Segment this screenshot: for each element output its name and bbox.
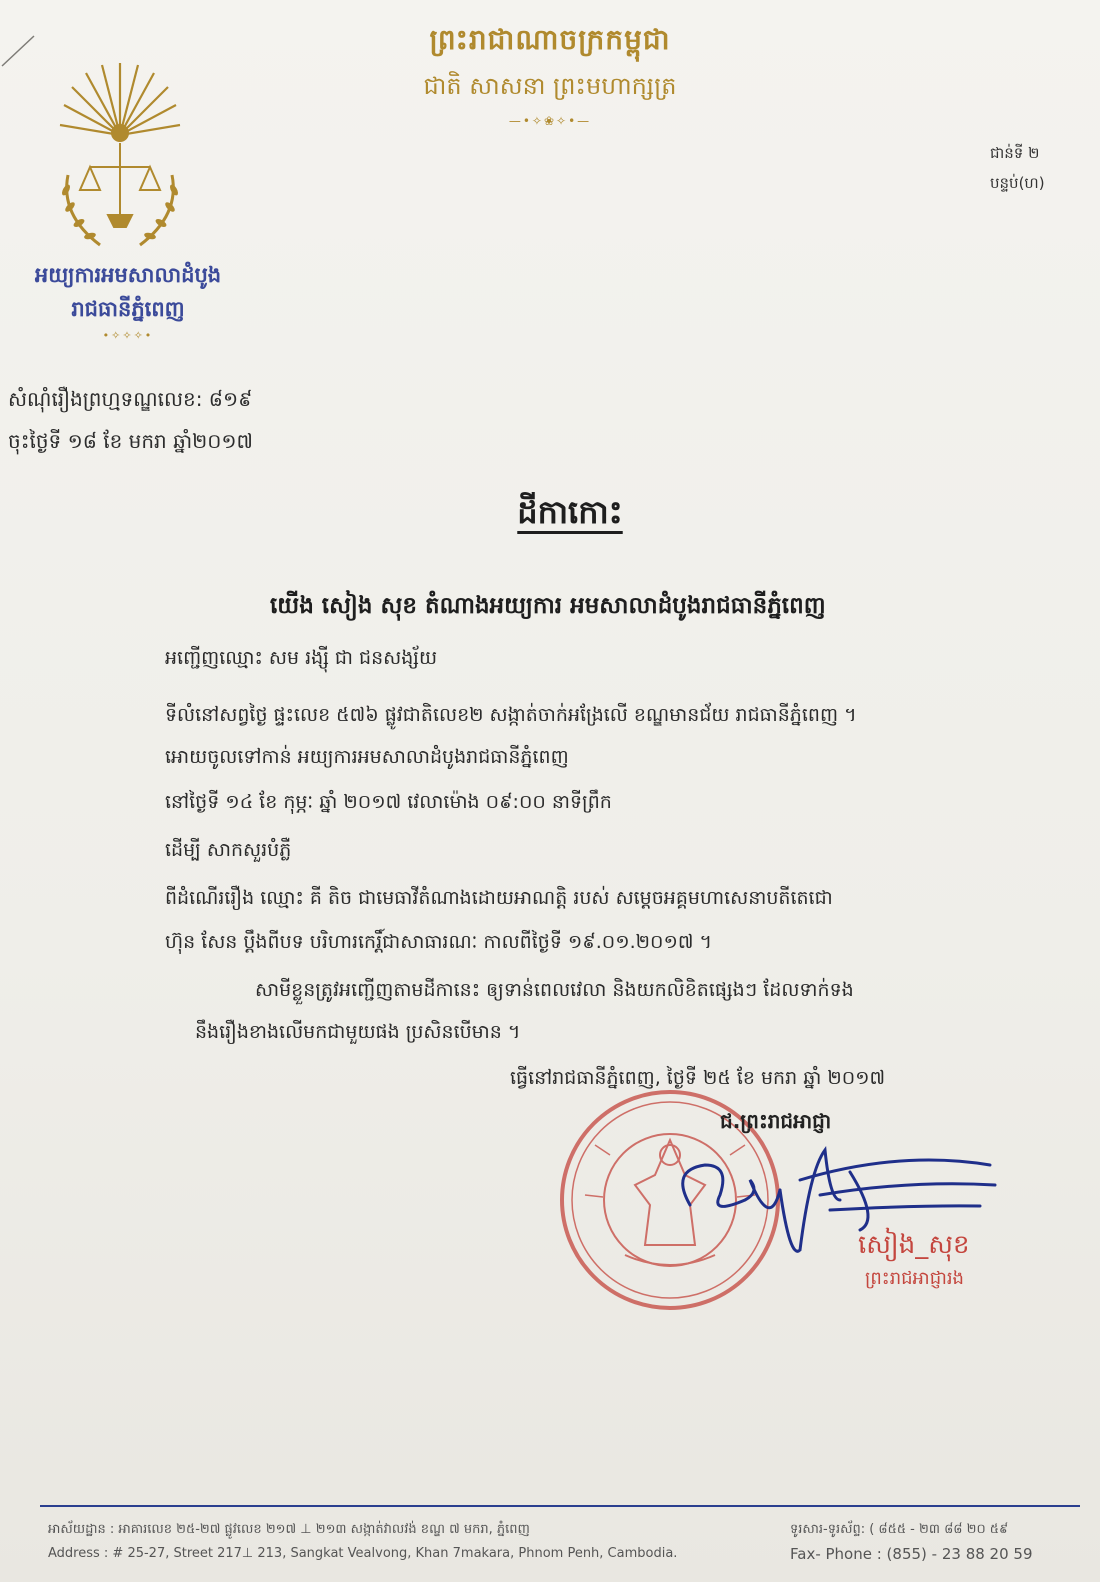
address-english: Address : # 25-27, Street 217⊥ 213, Sangkat Vealvong, Khan 7makara, Phnom Penh, Cambodia. xyxy=(48,1546,678,1561)
registered-date: ចុះថ្ងៃទី ១៨ ខែ មករា ឆ្នាំ២០១៧ xyxy=(8,429,253,453)
address-khmer: អាស័យដ្ឋាន : អាគារលេខ ២៥-២៧ ផ្លូវលេខ ២១៧ ⊥ ២១៣ សង្កាត់វាលវង់ ខណ្ឌ ៧ មករា, ភ្នំពេញ xyxy=(48,1522,530,1537)
case-number: សំណុំរឿងព្រហ្មទណ្ឌលេខ: ៨១៩ xyxy=(8,387,253,411)
footer-divider xyxy=(40,1505,1080,1507)
case-reference xyxy=(8,378,253,462)
body-line-5: ដើម្បី សាកសួរបំភ្លឺ xyxy=(165,839,292,861)
court-ornament: •✧✧✧• xyxy=(102,329,154,342)
pen-mark xyxy=(0,30,40,70)
body-line-3: អោយចូលទៅកាន់ អយ្យការអមសាលាដំបូងរាជធានីភ្នំពេញ xyxy=(165,746,569,768)
footer-address xyxy=(48,1518,677,1566)
body-line-4: នៅថ្ងៃទី ១៤ ខែ កុម្ភៈ ឆ្នាំ ២០១៧ វេលាម៉ោង ០៩:០០ នាទីព្រឹក xyxy=(165,791,612,813)
body-line-9: នឹងរឿងខាងលើមកជាមួយផង ប្រសិនបើមាន ។ xyxy=(195,1021,521,1043)
body-line-8: សាមីខ្លួនត្រូវអញ្ជើញតាមដីកានេះ ឲ្យទាន់ពេលវេលា និងយកលិខិតផ្សេងៗ ដែលទាក់ទង xyxy=(255,979,854,1001)
body-line-1: អញ្ជើញឈ្មោះ សម រង្ស៊ី ជា ជនសង្ស័យ xyxy=(165,647,438,669)
kingdom-line1: ព្រះរាជាណាចក្រកម្ពុជា xyxy=(429,23,671,56)
footer-contact xyxy=(790,1518,1033,1566)
court-line1: អយ្យការអមសាលាដំបូង xyxy=(34,263,222,287)
signer-name: សៀង_សុខ xyxy=(858,1230,970,1260)
form-reference: បន្ទប់(ហ) xyxy=(990,174,1045,192)
place-date: ធ្វើនៅរាជធានីភ្នំពេញ, ថ្ងៃទី ២៥ ខែ មករា ឆ្នាំ ២០១៧ xyxy=(510,1067,886,1089)
court-emblem-icon xyxy=(50,55,190,255)
kingdom-heading xyxy=(330,22,770,128)
body-line-7: ហ៊ុន សែន ប្ដឹងពីបទ បរិហារកេរ្តិ៍ជាសាធារណៈ កាលពីថ្ងៃទី ១៩.០១.២០១៧ ។ xyxy=(165,931,713,953)
seal-title: ជ.ព្រះរាជអាជ្ញា xyxy=(720,1109,832,1133)
copy-reference xyxy=(990,138,1080,198)
document-title: ដីកាកោះ xyxy=(517,493,623,531)
phone-english: Fax- Phone : (855) - 23 88 20 59 xyxy=(790,1545,1033,1563)
phone-khmer: ទូរសារ-ទូរស័ព្ទ: ( ៨៥៥ - ២៣ ៨៨ ២០ ៥៩ xyxy=(790,1522,1009,1537)
court-line2: រាជធានីភ្នំពេញ xyxy=(71,297,185,321)
body-line-6: ពីដំណើររឿង ឈ្មោះ គី តិច ជាមេធាវីតំណាងដោយអាណត្តិ របស់ សម្ដេចអគ្គមហាសេនាបតីតេជោ xyxy=(165,887,833,909)
kingdom-ornament: —•✧❀✧•— xyxy=(508,114,592,128)
body-line-2: ទីលំនៅសព្វថ្ងៃ ផ្ទះលេខ ៥៧៦ ផ្លូវជាតិលេខ២ សង្កាត់ចាក់អង្រែលើ ខណ្ឌមានជ័យ រាជធានីភ្នំពេញ ។ xyxy=(165,704,857,726)
issuer-line: យើង សៀង សុខ តំណាងអយ្យការ អមសាលាដំបូងរាជធានីភ្នំពេញ xyxy=(270,593,826,619)
copy-number: ជាន់ទី ២ xyxy=(990,144,1040,162)
signer-title: ព្រះរាជអាជ្ញារង xyxy=(865,1268,964,1289)
court-name xyxy=(8,258,248,346)
kingdom-line2: ជាតិ សាសនា ព្រះមហាក្សត្រ xyxy=(423,72,677,100)
